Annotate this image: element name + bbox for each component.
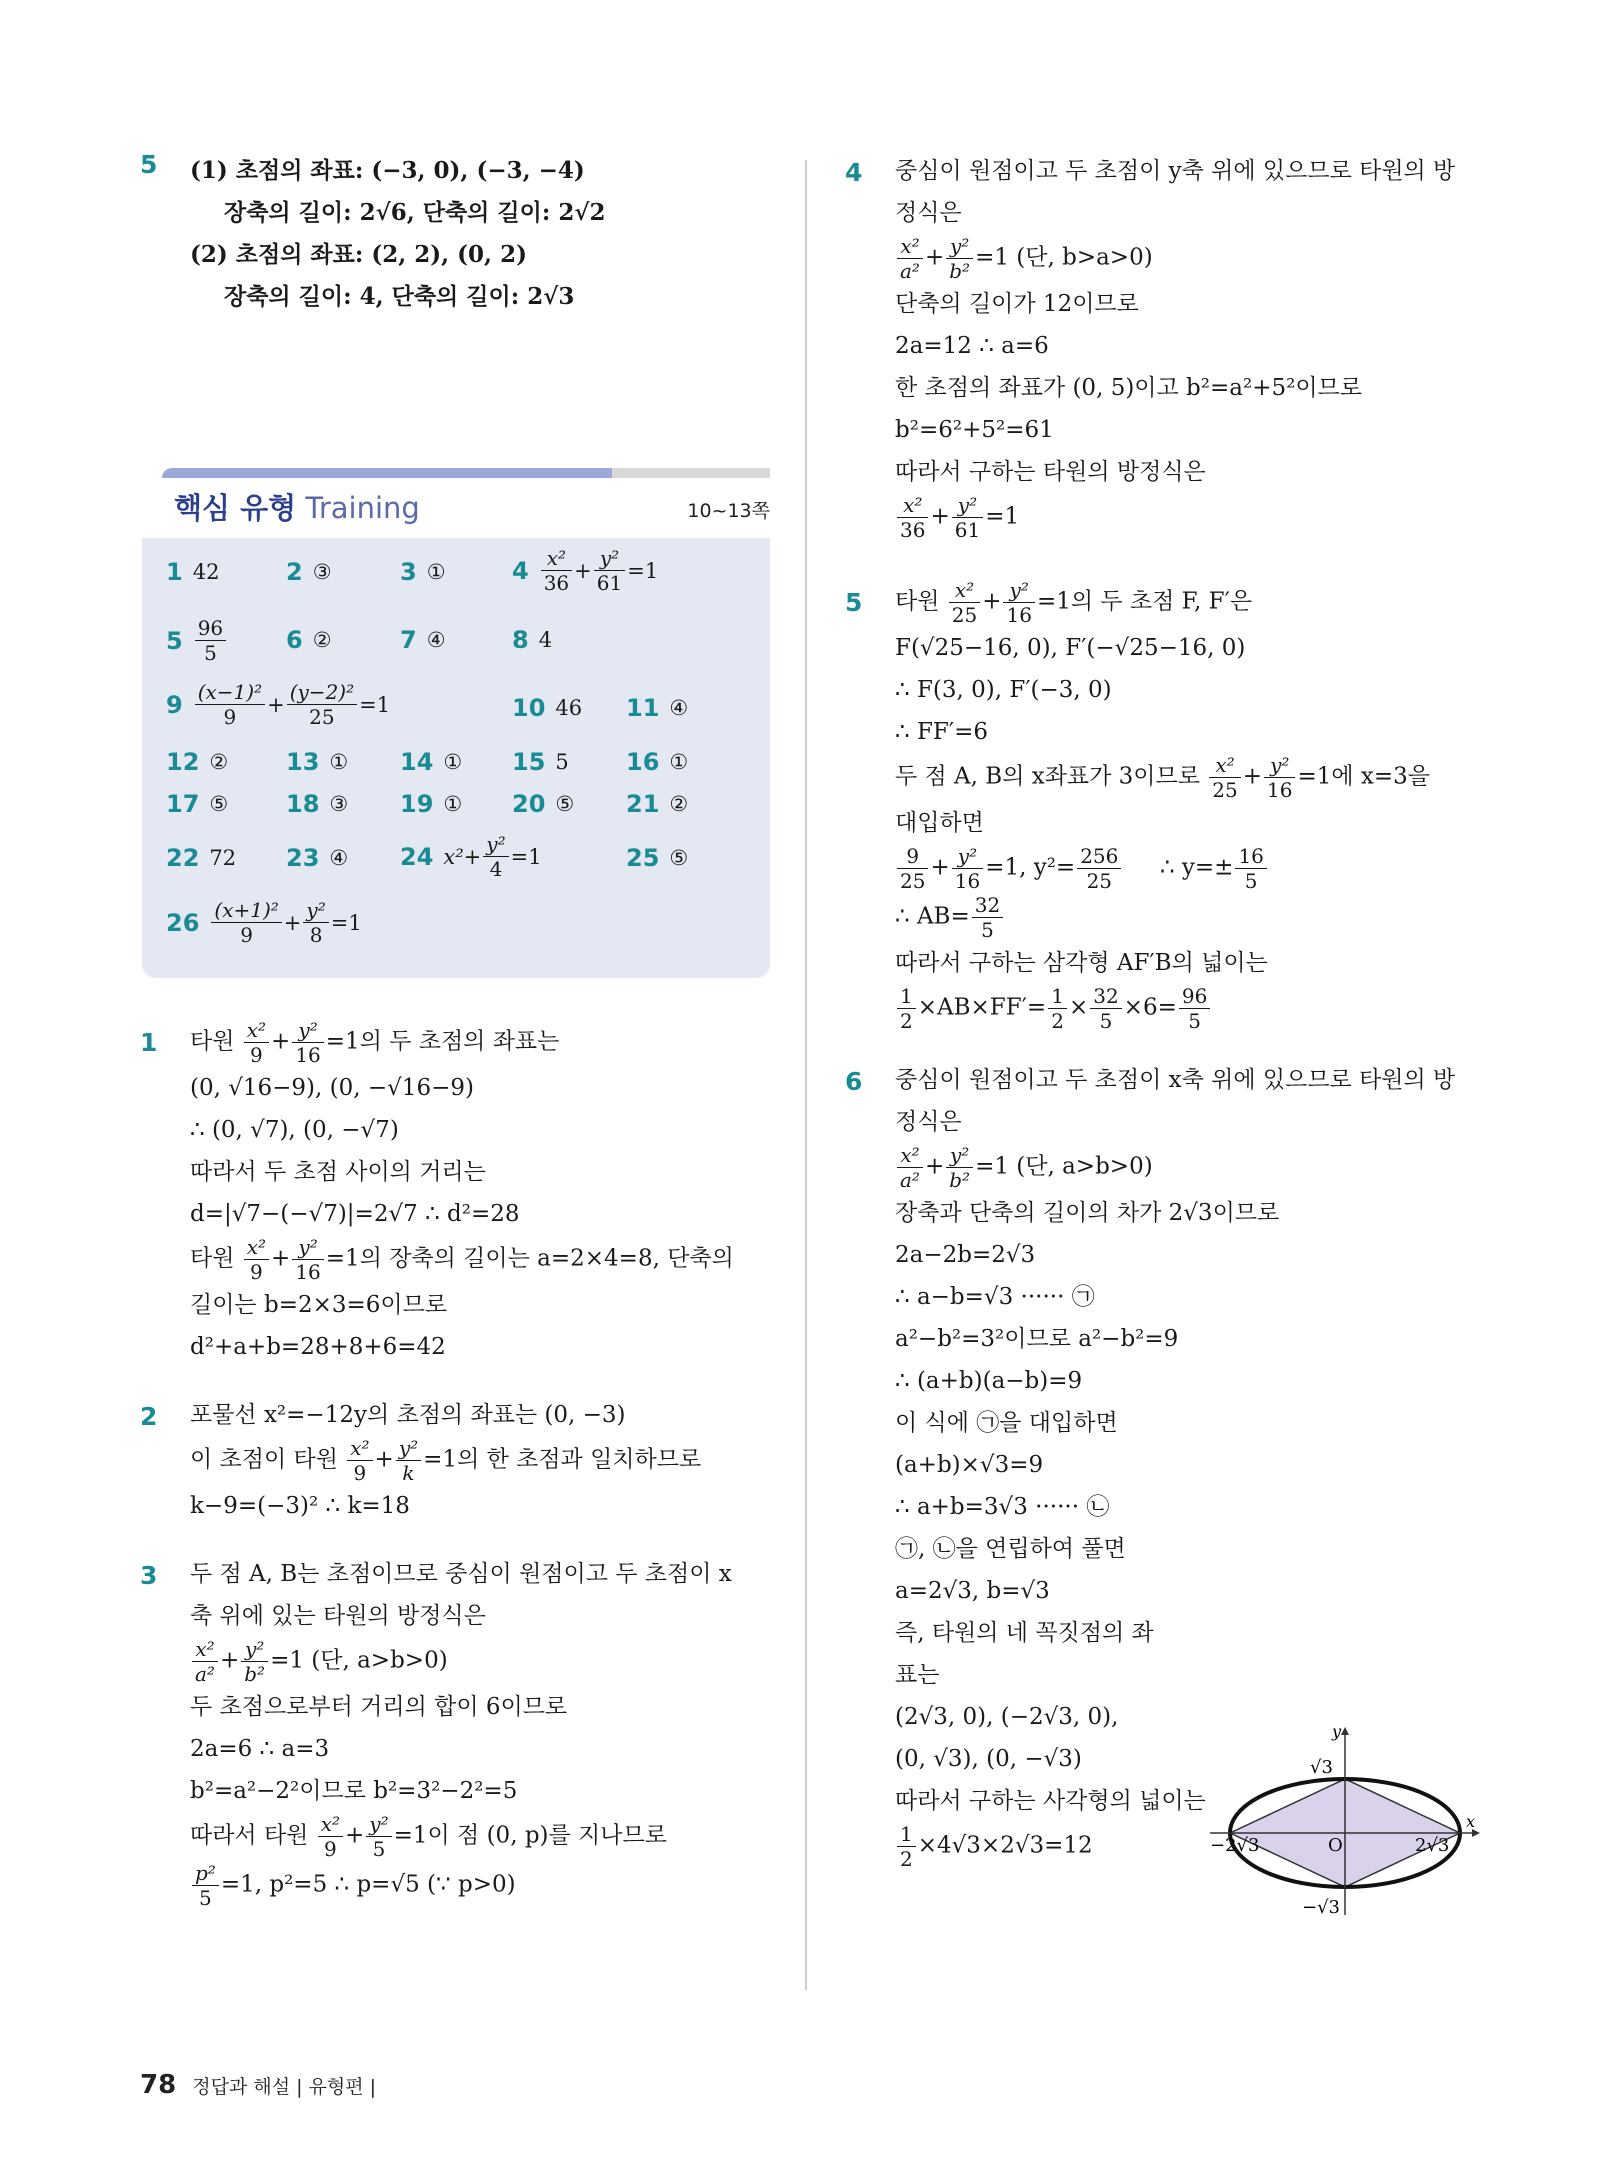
solution-line: ∴ AB= $\frac{32}{5}$ [895,893,1485,942]
answer-item: 6 ② [286,626,332,654]
answer-item: 9 $\frac{\text{(x−1)²}}{9}$ + $\frac{\text{(y−2)²}}{25}$ =1 [166,680,391,729]
solution-line: ㉠, ㉡을 연립하여 풀면 [895,1536,1126,1562]
solution-line: ∴ (0, √7), (0, −√7) [190,1117,399,1143]
answer-item: 24 x² + $\frac{\text{y²}}{4}$ =1 [400,832,542,881]
solution-line: 축 위에 있는 타원의 방정식은 [190,1603,486,1629]
bottom-vertex-label: −√3 [1302,1897,1341,1915]
solution-line: 정식은 [895,1109,962,1135]
page-footer [140,2070,376,2100]
solution-1 [140,1018,770,1368]
solution-line: 단축의 길이가 12이므로 [895,291,1139,317]
solution-line: k−9=(−3)² ∴ k=18 [190,1493,410,1519]
solution-line: 타원 $\frac{\text{x²}}{25}$ + $\frac{\text{y²}}{16}$ =1의 두 초점 F, F′은 [895,578,1253,627]
column-divider [805,160,807,1990]
training-answer-box [142,468,770,976]
solution-line: (a+b)×√3=9 [895,1452,1044,1478]
solution-line: 한 초점의 좌표가 (0, 5)이고 b²=a²+5²이므로 [895,375,1362,401]
training-title [174,486,420,527]
problem-number: 4 [845,158,863,187]
footer-text: 정답과 해설 | 유형편 | [192,2076,377,2098]
right-vertex-label: 2√3 [1415,1835,1450,1856]
answer-item: 13 ① [286,748,349,776]
answer-item: 22 72 [166,844,237,872]
answer-item: 12 ② [166,748,229,776]
solution-line: 따라서 타원 $\frac{\text{x²}}{9}$ + $\frac{\text{y²}}{5}$ =1이 점 (0, p)를 지나므로 [190,1812,667,1861]
solution-line: 따라서 구하는 타원의 방정식은 [895,459,1206,485]
training-title-en: Training [305,491,420,525]
training-title-kr: 핵심 유형 [174,491,297,525]
training-pages: 10~13쪽 [687,500,770,522]
solution-2 [140,1394,770,1527]
solution-line: 두 점 A, B는 초점이므로 중심이 원점이고 두 초점이 x [190,1561,732,1587]
solution-line: 따라서 두 초점 사이의 거리는 [190,1159,486,1185]
solution-line: 중심이 원점이고 두 초점이 x축 위에 있으므로 타원의 방 [895,1067,1456,1093]
answer-item: 10 46 [512,694,583,722]
answer-line: (1) 초점의 좌표: (−3, 0), (−3, −4) [190,157,585,184]
solution-line: 2a−2b=2√3 [895,1242,1036,1268]
problem-number: 6 [845,1067,863,1096]
answer-item: 21 ② [626,790,689,818]
solution-line: $\frac{9}{25}$ + $\frac{\text{y²}}{16}$ =1, y²= $\frac{256}{25}$ ∴ y=± $\frac{16}{5}$ [895,844,1485,893]
answer-item: 3 ① [400,558,446,586]
y-axis-label: y [1332,1725,1342,1741]
answer-item: 25 ⑤ [626,844,689,872]
solution-line: 포물선 x²=−12y의 초점의 좌표는 (0, −3) [190,1402,626,1428]
solution-line: $\frac{1}{2}$ ×4√3×2√3=12 [895,1822,1485,1871]
solution-line: $\frac{\text{x²}}{36}$ + $\frac{\text{y²}}{61}$ =1 [895,493,1485,542]
solution-line: 따라서 구하는 사각형의 넓이는 [895,1788,1206,1814]
answer-line: 장축의 길이: 2√6, 단축의 길이: 2√2 [224,199,606,226]
solution-line: 타원 $\frac{\text{x²}}{9}$ + $\frac{\text{y²}}{16}$ =1의 장축의 길이는 a=2×4=8, 단축의 [190,1235,734,1284]
solution-line: 두 초점으로부터 거리의 합이 6이므로 [190,1694,568,1720]
solution-line: 즉, 타원의 네 꼭짓점의 좌 [895,1620,1154,1646]
solution-line: $\frac{\text{x²}}{\text{a²}}$ + $\frac{\text{y²}}{\text{b²}}$ =1 (단, a>b>0) [190,1637,770,1686]
solution-line: 타원 $\frac{\text{x²}}{9}$ + $\frac{\text{y²}}{16}$ =1의 두 초점의 좌표는 [190,1018,560,1067]
solution-5 [845,578,1485,1033]
training-header-bar [142,468,770,480]
solution-line: ∴ a+b=3√3 ······ ㉡ [895,1494,1110,1520]
answer-item: 19 ① [400,790,463,818]
solution-4 [845,150,1485,542]
solution-3 [140,1553,770,1910]
answer-item: 15 5 [512,748,569,776]
solution-line: 따라서 구하는 삼각형 AF′B의 넓이는 [895,950,1268,976]
solution-line: 정식은 [895,200,962,226]
answer-item: 11 ④ [626,694,689,722]
solution-line: a=2√3, b=√3 [895,1578,1050,1604]
page-number: 78 [140,2070,177,2100]
training-answers [142,538,770,978]
answer-item: 20 ⑤ [512,790,575,818]
problem-number: 5 [845,588,863,617]
left-solutions [140,1018,770,1910]
answer-line: (2) 초점의 좌표: (2, 2), (0, 2) [190,241,527,268]
problem-number: 3 [140,1561,158,1590]
solution-line: 이 식에 ㉠을 대입하면 [895,1410,1118,1436]
answer-item: 8 4 [512,626,553,654]
answer-item: 2 ③ [286,558,332,586]
solution-line: ∴ (a+b)(a−b)=9 [895,1368,1083,1394]
solution-line: (0, √16−9), (0, −√16−9) [190,1075,474,1101]
solution-line: (2√3, 0), (−2√3, 0), [895,1704,1119,1730]
solution-line: ∴ FF′=6 [895,719,988,745]
solution-line: d²+a+b=28+8+6=42 [190,1334,446,1360]
solution-line: $\frac{\text{x²}}{\text{a²}}$ + $\frac{\text{y²}}{\text{b²}}$ =1 (단, b>a>0) [895,234,1485,283]
solution-line: $\frac{\text{x²}}{\text{a²}}$ + $\frac{\text{y²}}{\text{b²}}$ =1 (단, a>b>0) [895,1143,1485,1192]
answer-item: 26 $\frac{\text{(x+1)²}}{9}$ + $\frac{\text{y²}}{8}$ =1 [166,898,362,947]
top-problem-5 [140,150,770,318]
solution-line: 중심이 원점이고 두 초점이 y축 위에 있으므로 타원의 방 [895,158,1456,184]
problem-number: 5 [140,150,158,179]
problem-number: 1 [140,1028,158,1057]
solution-line: 2a=12 ∴ a=6 [895,333,1049,359]
answer-item: 16 ① [626,748,689,776]
solution-line: F(√25−16, 0), F′(−√25−16, 0) [895,635,1246,661]
answer-item: 1 42 [166,558,220,586]
answer-item: 4 $\frac{\text{x²}}{36}$ + $\frac{\text{y²}}{61}$ =1 [512,546,659,595]
solution-line: 장축과 단축의 길이의 차가 2√3이므로 [895,1200,1280,1226]
origin-label: O [1328,1835,1343,1856]
problem-number: 2 [140,1402,158,1431]
answer-item: 5 $\frac{96}{5}$ [166,616,228,665]
answer-item: 14 ① [400,748,463,776]
top-vertex-label: √3 [1310,1757,1333,1778]
solution-line: 두 점 A, B의 x좌표가 3이므로 $\frac{\text{x²}}{25}$ + $\frac{\text{y²}}{16}$ =1에 x=3을 [895,753,1430,802]
solution-line: $\frac{\text{p²}}{5}$ =1, p²=5 ∴ p=√5 (∵ p>0) [190,1861,770,1910]
solution-line: 표는 [895,1662,940,1688]
solution-line: ∴ a−b=√3 ······ ㉠ [895,1284,1095,1310]
answer-line: 장축의 길이: 4, 단축의 길이: 2√3 [224,283,575,310]
solution-line: 이 초점이 타원 $\frac{\text{x²}}{9}$ + $\frac{\text{y²}}{k}$ =1의 한 초점과 일치하므로 [190,1436,702,1485]
solution-line: $\frac{1}{2}$ ×AB×FF′= $\frac{1}{2}$ × $\frac{32}{5}$ ×6= $\frac{96}{5}$ [895,984,1485,1033]
solution-line: 대입하면 [895,810,984,836]
solution-line: b²=a²−2²이므로 b²=3²−2²=5 [190,1778,518,1804]
answer-item: 23 ④ [286,844,349,872]
ellipse-graph [1210,1725,1480,1915]
x-axis-label: x [1466,1812,1476,1831]
answer-item: 18 ③ [286,790,349,818]
solution-line: 길이는 b=2×3=6이므로 [190,1292,448,1318]
answer-item: 7 ④ [400,626,446,654]
answer-item: 17 ⑤ [166,790,229,818]
left-vertex-label: −2√3 [1210,1835,1260,1856]
solution-line: (0, √3), (0, −√3) [895,1746,1082,1772]
solution-line: 2a=6 ∴ a=3 [190,1736,330,1762]
solution-line: b²=6²+5²=61 [895,417,1054,443]
solution-line: a²−b²=3²이므로 a²−b²=9 [895,1326,1179,1352]
right-column [845,150,1485,1871]
left-column [140,150,770,318]
solution-line: d=|√7−(−√7)|=2√7 ∴ d²=28 [190,1201,520,1227]
solution-line: ∴ F(3, 0), F′(−3, 0) [895,677,1112,703]
